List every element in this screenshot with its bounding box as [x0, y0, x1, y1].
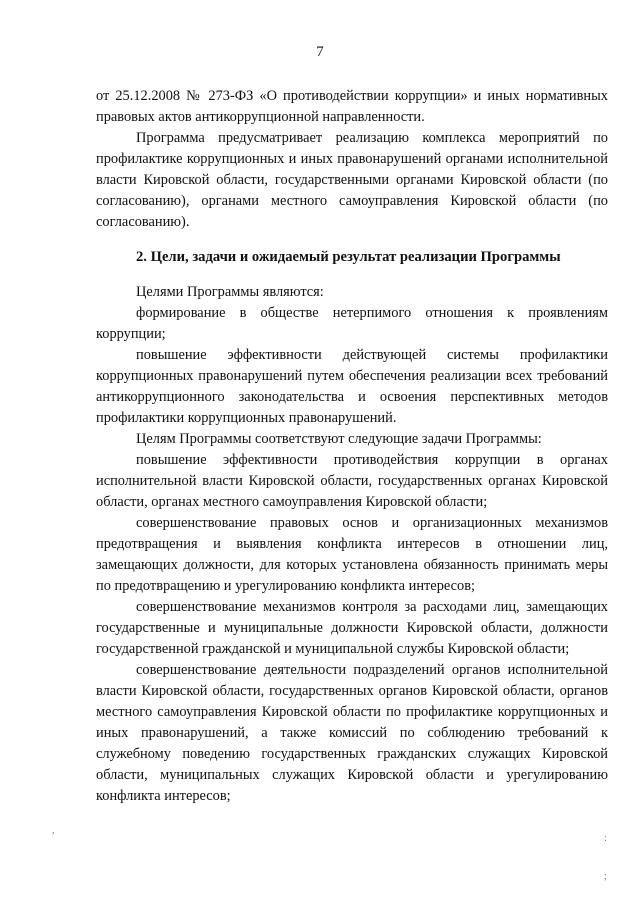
- task-item: совершенствование механизмов контроля за расходами лиц, замещающих государственные и муниципальные должности Кировской области, должности государственной гражданской и муниципальной службы Кировской области;: [96, 599, 608, 657]
- tasks-intro: Целям Программы соответствуют следующие задачи Программы:: [136, 431, 542, 447]
- document-body: [96, 86, 608, 807]
- section-heading: 2. Цели, задачи и ожидаемый результат реализации Программы: [136, 249, 561, 265]
- goals-intro: Целями Программы являются:: [136, 284, 324, 300]
- task-item: совершенствование правовых основ и организационных механизмов предотвращения и выявления конфликта интересов в отношении лиц, замещающих должности, для которых установлена обязанность принимать меры по предотвращению и урегулированию конфликта интересов;: [96, 515, 608, 594]
- task-item: совершенствование деятельности подразделений органов исполнительной власти Кировской области, государственных органов Кировской области, органов местного самоуправления Кировской области по профилактике коррупционных и иных правонарушений, а также комиссий по соблюдению требований к служебному поведению государственных гражданских служащих Кировской области, муниципальных служащих Кировской области и урегулированию конфликта интересов;: [96, 662, 608, 804]
- paragraph-program-scope: Программа предусматривает реализацию комплекса мероприятий по профилактике коррупционных и иных правонарушений органами исполнительной власти Кировской области, государственными органами Кировской области (по согласованию), органами местного самоуправления Кировской области (по согласованию).: [96, 130, 608, 230]
- paragraph-law-reference: от 25.12.2008 № 273-ФЗ «О противодействии коррупции» и иных нормативных правовых актов антикоррупционной направленности.: [96, 88, 608, 125]
- scan-speck: :: [604, 833, 607, 844]
- page-number: 7: [316, 44, 324, 60]
- scan-speck: ,: [52, 825, 55, 836]
- task-item: повышение эффективности противодействия коррупции в органах исполнительной власти Кировской области, государственных органах Кировской области, органах местного самоуправления Кировской области;: [96, 452, 608, 510]
- goal-item: формирование в обществе нетерпимого отношения к проявлениям коррупции;: [96, 305, 608, 342]
- goal-item: повышение эффективности действующей системы профилактики коррупционных правонарушений путем обеспечения реализации всех требований антикоррупционного законодательства и освоения перспективных методов профилактики коррупционных правонарушений.: [96, 347, 608, 426]
- scan-speck: ;: [604, 871, 607, 882]
